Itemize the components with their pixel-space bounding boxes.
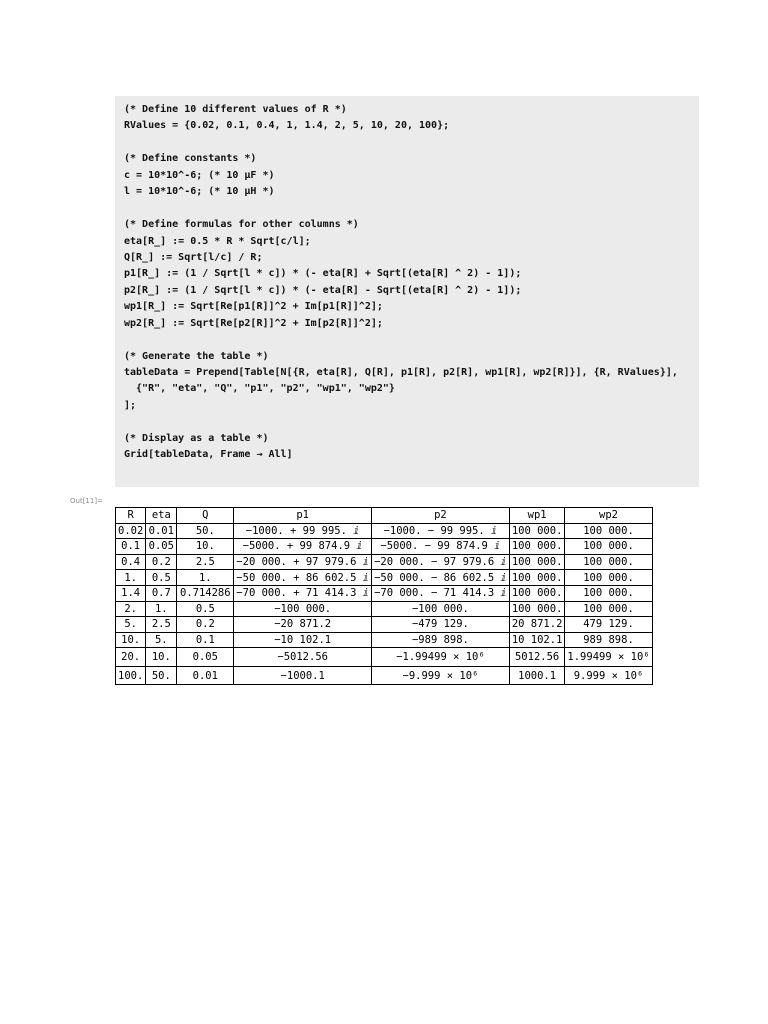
table-header-row xyxy=(116,508,653,524)
table-cell: −50 000. − 86 602.5 ⅈ xyxy=(372,570,510,586)
code-line: (* Define 10 different values of R *) xyxy=(124,104,347,115)
table-cell: 10. xyxy=(146,648,177,667)
table-cell: 100 000. xyxy=(509,539,565,555)
table-cell: 100 000. xyxy=(565,570,652,586)
table-cell: −70 000. − 71 414.3 ⅈ xyxy=(372,585,510,601)
table-row xyxy=(116,666,653,685)
table-cell: 50. xyxy=(177,523,234,539)
table-cell: 0.05 xyxy=(146,539,177,555)
table-cell: −70 000. + 71 414.3 ⅈ xyxy=(234,585,372,601)
code-line: (* Define formulas for other columns *) xyxy=(124,219,359,231)
header-cell: eta xyxy=(146,508,177,524)
code-line: eta[R_] := 0.5 * R * Sqrt[c/l]; xyxy=(124,235,311,247)
table-cell: 5012.56 xyxy=(509,648,565,667)
table-row xyxy=(116,585,653,601)
table-row xyxy=(116,554,653,570)
table-cell: 100. xyxy=(116,666,146,685)
table-cell: −50 000. + 86 602.5 ⅈ xyxy=(234,570,372,586)
code-line: RValues = {0.02, 0.1, 0.4, 1, 1.4, 2, 5, 10, 20, 100}; xyxy=(124,120,450,132)
code-line: ]; xyxy=(124,399,137,411)
table-cell: −9.999 × 10⁶ xyxy=(372,666,510,685)
table-cell: 2.5 xyxy=(146,617,177,633)
table-cell: 0.2 xyxy=(146,554,177,570)
table-cell: 1. xyxy=(146,601,177,617)
table-cell: −1000. − 99 995. ⅈ xyxy=(372,523,510,539)
table-cell: 10. xyxy=(177,539,234,555)
table-cell: 20 871.2 xyxy=(509,617,565,633)
code-line xyxy=(124,201,678,217)
table-cell: −5012.56 xyxy=(234,648,372,667)
table-cell: −989 898. xyxy=(372,632,510,648)
table-cell: −10 102.1 xyxy=(234,632,372,648)
table-row xyxy=(116,632,653,648)
table-row xyxy=(116,648,653,667)
table-cell: 100 000. xyxy=(509,585,565,601)
table-cell: 100 000. xyxy=(509,554,565,570)
table-cell: 0.02 xyxy=(116,523,146,539)
code-line: wp1[R_] := Sqrt[Re[p1[R]]^2 + Im[p1[R]]^2]; xyxy=(124,301,383,313)
table-cell: 5. xyxy=(116,617,146,633)
table-cell: 0.5 xyxy=(177,601,234,617)
table-cell: 2. xyxy=(116,601,146,617)
input-cell[interactable] xyxy=(115,96,699,487)
code-line: {"R", "eta", "Q", "p1", "p2", "wp1", "wp2"} xyxy=(124,383,395,395)
table-cell: −1000. + 99 995. ⅈ xyxy=(234,523,372,539)
table-cell: −20 000. + 97 979.6 ⅈ xyxy=(234,554,372,570)
table-cell: 0.5 xyxy=(146,570,177,586)
table-cell: 20. xyxy=(116,648,146,667)
table-cell: 100 000. xyxy=(565,539,652,555)
table-cell: 0.2 xyxy=(177,617,234,633)
code-line: (* Define constants *) xyxy=(124,153,257,165)
output-label: Out[11]= xyxy=(70,497,103,505)
code-line xyxy=(124,135,678,151)
table-cell: 100 000. xyxy=(565,601,652,617)
table-cell: −5000. − 99 874.9 ⅈ xyxy=(372,539,510,555)
table-cell: 9.999 × 10⁶ xyxy=(565,666,652,685)
table-row xyxy=(116,523,653,539)
table-cell: 50. xyxy=(146,666,177,685)
code-line: wp2[R_] := Sqrt[Re[p2[R]]^2 + Im[p2[R]]^2]; xyxy=(124,317,383,329)
table-cell: 0.05 xyxy=(177,648,234,667)
table-row xyxy=(116,601,653,617)
table-cell: 2.5 xyxy=(177,554,234,570)
table-row xyxy=(116,570,653,586)
table-cell: 1. xyxy=(116,570,146,586)
table-cell: 1.4 xyxy=(116,585,146,601)
table-cell: 0.714286 xyxy=(177,585,234,601)
code-line xyxy=(124,332,678,348)
table-cell: 10. xyxy=(116,632,146,648)
header-cell: wp2 xyxy=(565,508,652,524)
table-cell: 100 000. xyxy=(509,523,565,539)
table-cell: −20 871.2 xyxy=(234,617,372,633)
table-cell: 100 000. xyxy=(509,570,565,586)
table-cell: 0.7 xyxy=(146,585,177,601)
table-cell: −1000.1 xyxy=(234,666,372,685)
table-cell: 1.99499 × 10⁶ xyxy=(565,648,652,667)
code-line: l = 10*10^-6; (* 10 µH *) xyxy=(124,186,275,198)
table-row xyxy=(116,539,653,555)
table-cell: 0.1 xyxy=(177,632,234,648)
header-cell: p1 xyxy=(234,508,372,524)
table-cell: 5. xyxy=(146,632,177,648)
table-cell: −100 000. xyxy=(372,601,510,617)
code-line: Q[R_] := Sqrt[l/c] / R; xyxy=(124,251,263,263)
table-cell: −5000. + 99 874.9 ⅈ xyxy=(234,539,372,555)
code-line: tableData = Prepend[Table[N[{R, eta[R], Q[R], p1[R], p2[R], wp1[R], wp2[R]}], {R, RValues}], xyxy=(124,367,678,378)
table-cell: 0.01 xyxy=(177,666,234,685)
code-line: (* Generate the table *) xyxy=(124,350,269,362)
output-grid xyxy=(115,507,653,685)
table-cell: 479 129. xyxy=(565,617,652,633)
table-cell: 0.1 xyxy=(116,539,146,555)
table-cell: 0.01 xyxy=(146,523,177,539)
header-cell: wp1 xyxy=(509,508,565,524)
table-cell: −20 000. − 97 979.6 ⅈ xyxy=(372,554,510,570)
code-line: c = 10*10^-6; (* 10 µF *) xyxy=(124,169,275,181)
table-cell: 100 000. xyxy=(565,585,652,601)
table-cell: 1000.1 xyxy=(509,666,565,685)
table-cell: −479 129. xyxy=(372,617,510,633)
table-cell: −100 000. xyxy=(234,601,372,617)
table-cell: 989 898. xyxy=(565,632,652,648)
code-line: p1[R_] := (1 / Sqrt[l * c]) * (- eta[R] + Sqrt[(eta[R] ^ 2) - 1]); xyxy=(124,268,522,280)
table-cell: 100 000. xyxy=(565,523,652,539)
table-cell: −1.99499 × 10⁶ xyxy=(372,648,510,667)
code-block[interactable] xyxy=(124,102,678,464)
table-cell: 0.4 xyxy=(116,554,146,570)
code-line xyxy=(124,414,678,430)
header-cell: Q xyxy=(177,508,234,524)
header-cell: p2 xyxy=(372,508,510,524)
table-cell: 100 000. xyxy=(509,601,565,617)
table-cell: 1. xyxy=(177,570,234,586)
table-cell: 100 000. xyxy=(565,554,652,570)
table-row xyxy=(116,617,653,633)
table-cell: 10 102.1 xyxy=(509,632,565,648)
code-line: p2[R_] := (1 / Sqrt[l * c]) * (- eta[R] - Sqrt[(eta[R] ^ 2) - 1]); xyxy=(124,284,522,296)
header-cell: R xyxy=(116,508,146,524)
code-line: (* Display as a table *) xyxy=(124,432,269,444)
code-line: Grid[tableData, Frame → All] xyxy=(124,449,293,461)
